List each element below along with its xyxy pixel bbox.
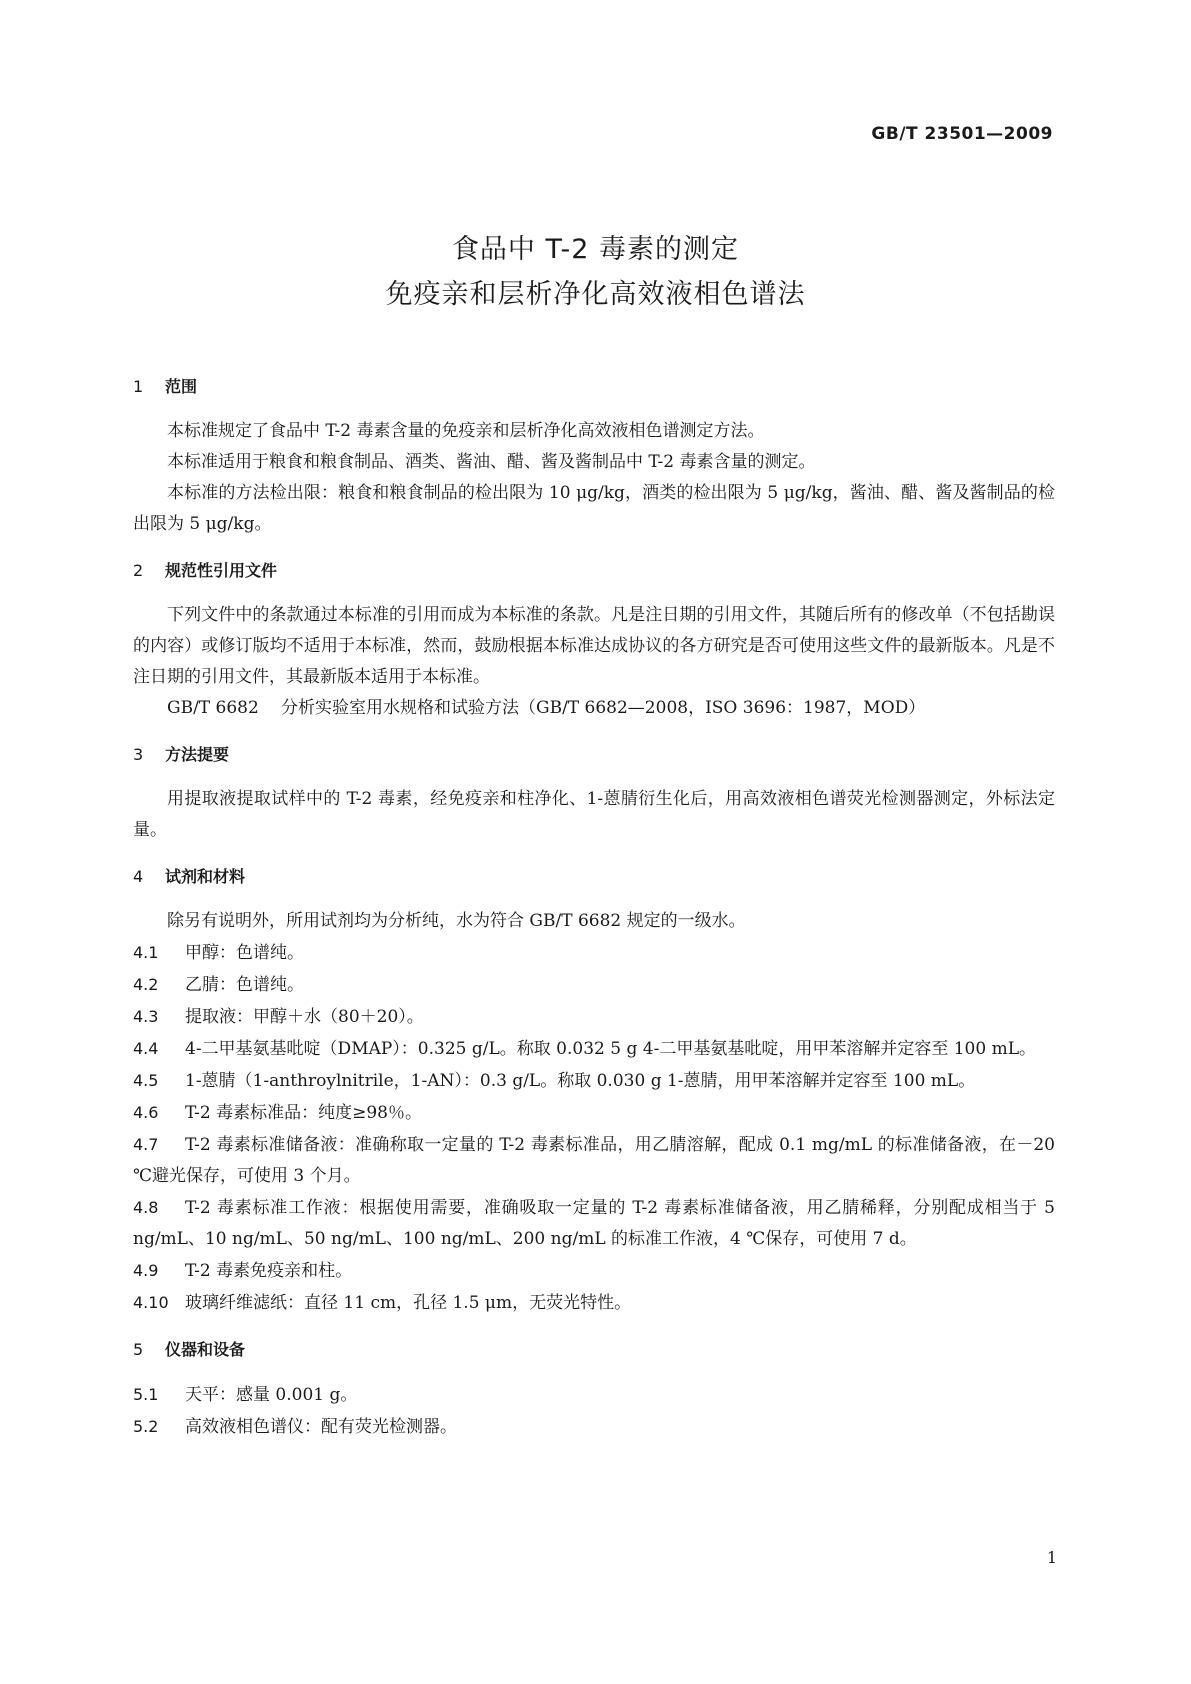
item-text: 4-二甲基氨基吡啶（DMAP）：0.325 g/L。称取 0.032 5 g 4-二甲基氨基吡啶，用甲苯溶解并定容至 100 mL。 bbox=[185, 1039, 1036, 1059]
item-text: 乙腈：色谱纯。 bbox=[185, 975, 304, 995]
reference-title: 分析实验室用水规格和试验方法（GB/T 6682—2008，ISO 3696：1987，MOD） bbox=[281, 698, 926, 718]
section-number: 2 bbox=[133, 561, 144, 580]
page-number: 1 bbox=[1046, 1548, 1057, 1567]
list-item bbox=[133, 1065, 1055, 1097]
section-title: 规范性引用文件 bbox=[165, 561, 278, 580]
section-heading-apparatus bbox=[133, 1333, 1055, 1367]
list-item bbox=[133, 1097, 1055, 1129]
section-number: 1 bbox=[133, 377, 144, 396]
paragraph: 下列文件中的条款通过本标准的引用而成为本标准的条款。凡是注日期的引用文件，其随后所有的修改单（不包括勘误的内容）或修订版均不适用于本标准，然而，鼓励根据本标准达成协议的各方研究是否可使用这些文件的最新版本。凡是不注日期的引用文件，其最新版本适用于本标准。 bbox=[133, 605, 1055, 687]
reference-code: GB/T 6682 bbox=[167, 698, 259, 718]
paragraph: 本标准规定了食品中 T-2 毒素含量的免疫亲和层析净化高效液相色谱测定方法。 bbox=[167, 421, 765, 441]
item-number: 4.1 bbox=[133, 943, 159, 962]
list-item bbox=[133, 1287, 1055, 1319]
list-item bbox=[133, 1379, 1055, 1411]
item-number: 4.6 bbox=[133, 1103, 159, 1122]
item-text: T-2 毒素标准储备液：准确称取一定量的 T-2 毒素标准品，用乙腈溶解，配成 0.1 mg/mL 的标准储备液，在－20 ℃避光保存，可使用 3 个月。 bbox=[133, 1135, 1055, 1186]
list-item bbox=[133, 1411, 1055, 1443]
item-text: 甲醇：色谱纯。 bbox=[185, 943, 304, 963]
item-number: 4.2 bbox=[133, 975, 159, 994]
item-text: 1-蒽腈（1-anthroylnitrile，1-AN）：0.3 g/L。称取 0.030 g 1-蒽腈，用甲苯溶解并定容至 100 mL。 bbox=[185, 1071, 976, 1091]
section-heading-normative-references bbox=[133, 554, 1055, 588]
list-item bbox=[133, 937, 1055, 969]
item-text: 玻璃纤维滤纸：直径 11 cm，孔径 1.5 μm，无荧光特性。 bbox=[185, 1293, 632, 1313]
item-number: 4.9 bbox=[133, 1261, 159, 1280]
list-item bbox=[133, 1001, 1055, 1033]
item-number: 4.5 bbox=[133, 1071, 159, 1090]
reference-entry bbox=[133, 693, 1055, 724]
section-number: 5 bbox=[133, 1340, 144, 1359]
paragraph: 用提取液提取试样中的 T-2 毒素，经免疫亲和柱净化、1-蒽腈衍生化后，用高效液相色谱荧光检测器测定，外标法定量。 bbox=[133, 789, 1055, 840]
item-text: 高效液相色谱仪：配有荧光检测器。 bbox=[185, 1417, 457, 1437]
item-text: 天平：感量 0.001 g。 bbox=[185, 1385, 358, 1405]
item-number: 4.3 bbox=[133, 1007, 159, 1026]
title-line-1: 食品中 T-2 毒素的测定 bbox=[451, 234, 740, 265]
standard-number: GB/T 23501—2009 bbox=[871, 124, 1053, 144]
paragraph: 本标准适用于粮食和粮食制品、酒类、酱油、醋、酱及酱制品中 T-2 毒素含量的测定。 bbox=[167, 452, 816, 472]
list-item bbox=[133, 1192, 1055, 1255]
item-text: 提取液：甲醇＋水（80＋20）。 bbox=[185, 1007, 424, 1027]
item-text: T-2 毒素标准品：纯度≥98％。 bbox=[185, 1103, 422, 1123]
section-title: 试剂和材料 bbox=[165, 867, 246, 886]
item-number: 5.1 bbox=[133, 1385, 159, 1404]
section-title: 方法提要 bbox=[165, 745, 230, 764]
section-heading-method-summary bbox=[133, 738, 1055, 772]
item-text: T-2 毒素标准工作液：根据使用需要，准确吸取一定量的 T-2 毒素标准储备液，用乙腈稀释，分别配成相当于 5 ng/mL、10 ng/mL、50 ng/mL、100 ng/mL、200 ng/mL 的标准工作液，4 ℃保存，可使用 7 d。 bbox=[133, 1198, 1055, 1249]
title-line-2: 免疫亲和层析净化高效液相色谱法 bbox=[385, 279, 806, 310]
section-heading-reagents bbox=[133, 860, 1055, 894]
list-item bbox=[133, 1129, 1055, 1192]
item-number: 4.8 bbox=[133, 1198, 159, 1217]
list-item bbox=[133, 1033, 1055, 1065]
section-number: 3 bbox=[133, 745, 144, 764]
item-number: 5.2 bbox=[133, 1417, 159, 1436]
document-body bbox=[133, 370, 1055, 1443]
item-number: 4.4 bbox=[133, 1039, 159, 1058]
paragraph: 除另有说明外，所用试剂均为分析纯，水为符合 GB/T 6682 规定的一级水。 bbox=[167, 911, 746, 931]
section-title: 范围 bbox=[165, 377, 198, 396]
list-item bbox=[133, 1255, 1055, 1287]
paragraph: 本标准的方法检出限：粮食和粮食制品的检出限为 10 μg/kg，酒类的检出限为 5 μg/kg，酱油、醋、酱及酱制品的检出限为 5 μg/kg。 bbox=[133, 483, 1055, 534]
list-item bbox=[133, 969, 1055, 1001]
item-number: 4.10 bbox=[133, 1293, 169, 1312]
item-text: T-2 毒素免疫亲和柱。 bbox=[185, 1261, 353, 1281]
section-heading-scope bbox=[133, 370, 1055, 404]
section-title: 仪器和设备 bbox=[165, 1340, 246, 1359]
item-number: 4.7 bbox=[133, 1135, 159, 1154]
section-number: 4 bbox=[133, 867, 144, 886]
